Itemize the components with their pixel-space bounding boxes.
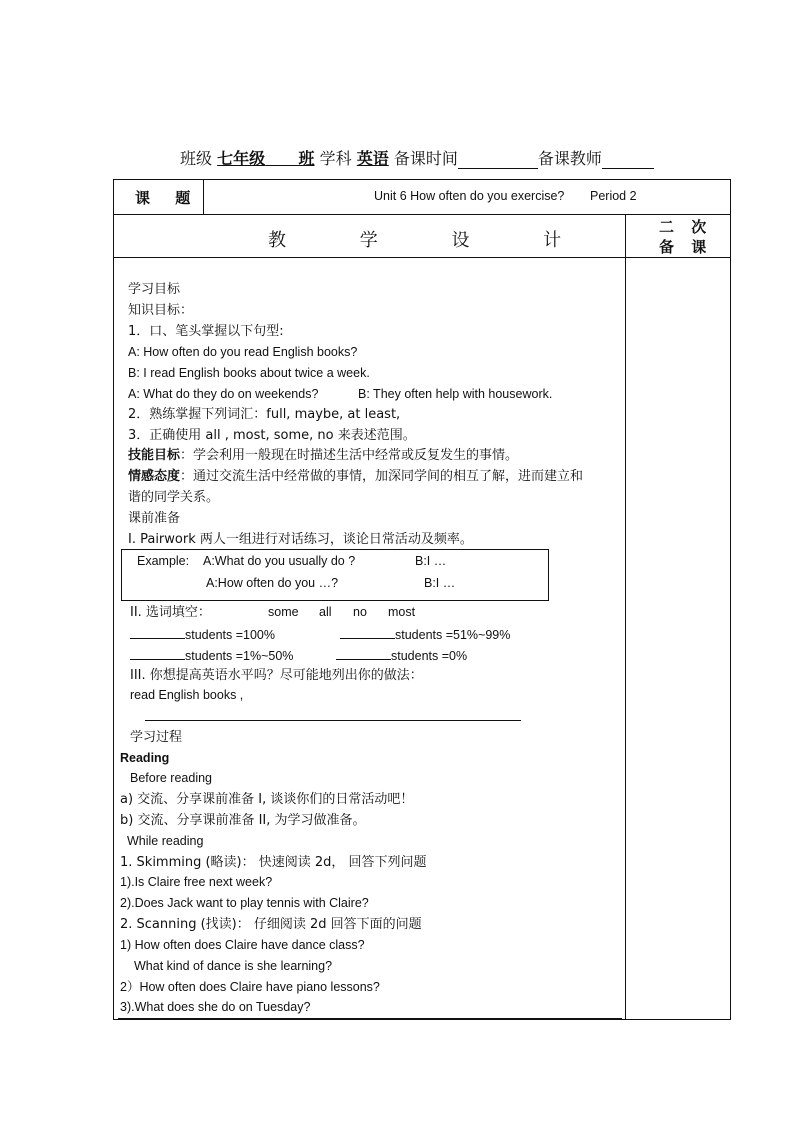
- example-answer-1: B:I …: [415, 554, 447, 568]
- grade-value: 七年级 班: [217, 149, 315, 168]
- table-row-divider: [114, 214, 730, 215]
- subject-label: 学科: [319, 149, 352, 168]
- word-some: some: [268, 605, 299, 619]
- answer-blank[interactable]: [130, 647, 185, 660]
- word-most: most: [388, 605, 416, 619]
- prep-time-label: 备课时间: [393, 149, 458, 168]
- subject-value: 英语: [356, 149, 389, 168]
- scanning-question-3: 3).What does she do on Tuesday?: [120, 1000, 311, 1014]
- sentence-b: B: I read English books about twice a week.: [128, 366, 370, 380]
- objective-item-3: 3．正确使用 all , most, some, no 来表述范围。: [128, 428, 416, 443]
- table-col-divider: [203, 180, 204, 214]
- table-col-divider: [625, 214, 626, 1019]
- select-heading: II. 选词填空：: [130, 605, 211, 620]
- scanning-question-1b: What kind of dance is she learning?: [134, 959, 333, 973]
- class-label: 班级: [180, 149, 213, 168]
- skimming-task: 1. Skimming (略读)： 快速阅读 2d， 回答下列问题: [120, 855, 427, 870]
- teacher-label: 备课教师: [537, 149, 602, 168]
- before-reading: Before reading: [130, 771, 213, 785]
- scanning-task: 2. Scanning (找读)： 仔细阅读 2d 回答下面的问题: [120, 917, 422, 932]
- skill-objective: 技能目标：学会利用一般现在时描述生活中经常或反复发生的事情。: [128, 448, 519, 463]
- sentence-c-b: B: They often help with housework.: [358, 387, 553, 401]
- before-reading-a: a) 交流、分享课前准备 I, 谈谈你们的日常活动吧！: [120, 792, 414, 807]
- example-question-2: A:How often do you …?: [206, 576, 339, 590]
- fill-blank-4: students =0%: [336, 647, 467, 664]
- reading-heading: Reading: [120, 751, 170, 765]
- while-reading: While reading: [127, 834, 204, 848]
- prep-time-blank: [458, 149, 538, 169]
- example-answer-2: B:I …: [424, 576, 456, 590]
- improve-question: III. 你想提高英语水平吗？尽可能地列出你的做法：: [130, 668, 423, 683]
- word-all: all: [319, 605, 332, 619]
- sentence-c-a: A: What do they do on weekends?: [128, 387, 319, 401]
- improve-answer: read English books ,: [130, 688, 244, 702]
- example-label: Example:: [137, 554, 190, 568]
- emotion-objective-cont: 谐的同学关系。: [128, 490, 220, 505]
- objectives-heading: 学习目标: [128, 282, 181, 297]
- process-heading: 学习过程: [130, 730, 183, 745]
- skimming-question-1: 1).Is Claire free next week?: [120, 875, 273, 889]
- scanning-question-2: 2）How often does Claire have piano lessons?: [120, 980, 380, 994]
- unit-title: Unit 6 How often do you exercise?: [374, 189, 565, 203]
- topic-label: 课 题: [135, 189, 201, 207]
- scanning-question-1: 1) How often does Claire have dance class?: [120, 938, 365, 952]
- word-no: no: [353, 605, 367, 619]
- skimming-question-2: 2).Does Jack want to play tennis with Claire?: [120, 896, 369, 910]
- bottom-rule: [118, 1018, 622, 1020]
- fill-blank-1: students =100%: [130, 626, 275, 643]
- second-prep-heading: 二 次 备 课: [659, 218, 713, 256]
- emotion-objective: 情感态度：通过交流生活中经常做的事情，加深同学间的相互了解，进而建立和: [128, 469, 584, 484]
- before-reading-b: b) 交流、分享课前准备 II, 为学习做准备。: [120, 813, 366, 828]
- answer-line[interactable]: [145, 720, 521, 721]
- answer-blank[interactable]: [130, 626, 185, 639]
- fill-blank-3: students =1%~50%: [130, 647, 293, 664]
- sentence-a: A: How often do you read English books?: [128, 345, 358, 359]
- teacher-blank: [602, 149, 654, 169]
- period-label: Period 2: [590, 189, 637, 203]
- lesson-plan-header: [180, 146, 654, 169]
- objective-item-2: 2．熟练掌握下列词汇：full, maybe, at least,: [128, 407, 401, 422]
- pairwork-task: I. Pairwork 两人一组进行对话练习，谈论日常活动及频率。: [128, 532, 473, 547]
- preclass-heading: 课前准备: [128, 511, 181, 526]
- answer-blank[interactable]: [340, 626, 395, 639]
- answer-blank[interactable]: [336, 647, 391, 660]
- objective-item-1: 1．口、笔头掌握以下句型:: [128, 324, 284, 339]
- example-question-1: A:What do you usually do ?: [203, 554, 356, 568]
- table-row-divider: [114, 257, 730, 258]
- fill-blank-2: students =51%~99%: [340, 626, 510, 643]
- design-heading: 教 学 设 计: [268, 230, 596, 251]
- knowledge-heading: 知识目标：: [128, 303, 194, 318]
